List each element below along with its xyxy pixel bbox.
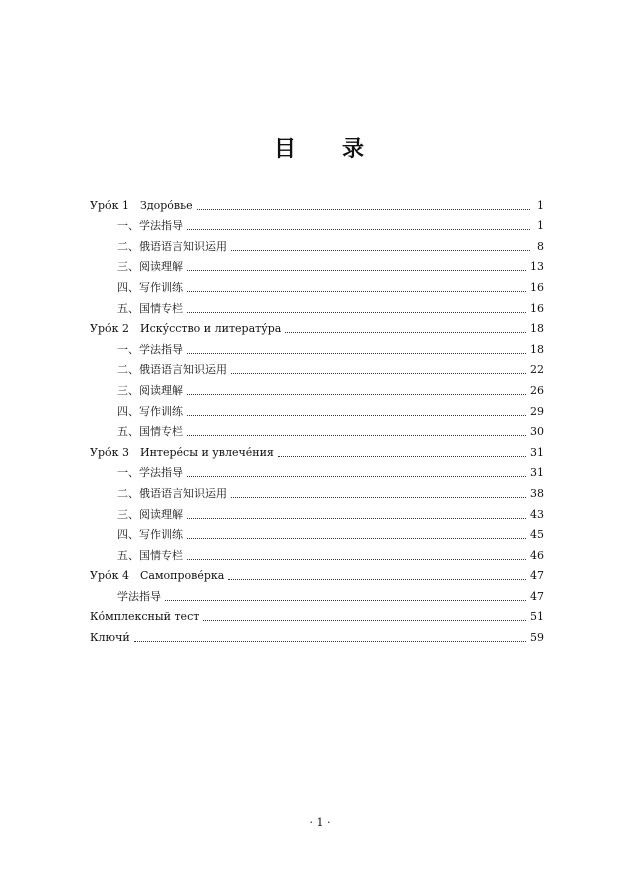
toc-entry-page-number: 30 [530,425,544,439]
toc-entry-label: 一、学法指导 [117,466,183,480]
toc-entry-label: 三、阅读理解 [117,507,183,521]
toc-section-entry[interactable] [90,480,544,501]
title-char-1: 目 [273,136,298,162]
toc-entry-label: 一、学法指导 [117,342,183,356]
toc-entry-label: 二、俄语语言知识运用 [117,363,227,377]
dot-leader [187,434,526,436]
title-char-2: 录 [342,136,367,162]
toc-entry-page-number: 18 [530,322,544,336]
toc-entry-label: 五、国情专栏 [117,548,183,562]
toc-section-entry[interactable] [90,213,544,234]
table-of-contents [90,192,544,645]
toc-entry-label: 三、阅读理解 [117,260,183,274]
dot-leader [285,331,526,333]
toc-entry-label: Уро́к 2 Иску́сство и литерату́ра [90,322,282,336]
toc-entry-label: 二、俄语语言知识运用 [117,239,227,253]
dot-leader [187,228,530,230]
dot-leader [187,517,526,519]
dot-leader [187,537,526,539]
toc-entry-page-number: 26 [530,383,544,397]
toc-entry-label: 五、国情专栏 [117,301,183,315]
toc-chapter-entry[interactable] [90,192,544,213]
toc-entry-page-number: 29 [530,404,544,418]
dot-leader [187,269,526,271]
toc-entry-label: 四、写作训练 [117,404,183,418]
toc-chapter-entry[interactable] [90,439,544,460]
toc-section-entry[interactable] [90,336,544,357]
dot-leader [278,455,526,457]
toc-section-entry[interactable] [90,460,544,481]
toc-entry-page-number: 1 [537,198,544,212]
toc-entry-page-number: 16 [530,280,544,294]
toc-entry-page-number: 16 [530,301,544,315]
toc-section-entry[interactable] [90,295,544,316]
toc-entry-page-number: 1 [537,219,544,233]
dot-leader [187,352,526,354]
toc-entry-page-number: 31 [530,466,544,480]
dot-leader [134,640,526,642]
dot-leader [231,249,530,251]
dot-leader [187,475,526,477]
toc-entry-page-number: 59 [530,631,544,645]
toc-entry-page-number: 43 [530,507,544,521]
toc-section-entry[interactable] [90,419,544,440]
toc-chapter-entry[interactable] [90,624,544,645]
dot-leader [187,311,526,313]
toc-section-entry[interactable] [90,233,544,254]
toc-section-entry[interactable] [90,357,544,378]
toc-entry-label: Уро́к 3 Интере́сы и увлече́ния [90,445,274,459]
dot-leader [203,619,526,621]
dot-leader [187,414,526,416]
toc-entry-label: 一、学法指导 [117,219,183,233]
toc-entry-label: 三、阅读理解 [117,383,183,397]
toc-entry-page-number: 47 [530,569,544,583]
toc-section-entry[interactable] [90,583,544,604]
page-number: · 1 · [309,816,331,829]
toc-entry-label: Ключи́ [90,631,130,645]
toc-entry-page-number: 38 [530,486,544,500]
toc-entry-page-number: 46 [530,548,544,562]
dot-leader [228,578,526,580]
toc-section-entry[interactable] [90,501,544,522]
toc-chapter-entry[interactable] [90,316,544,337]
toc-chapter-entry[interactable] [90,563,544,584]
toc-entry-label: 学法指导 [117,589,161,603]
dot-leader [231,372,526,374]
toc-section-entry[interactable] [90,398,544,419]
toc-entry-label: 四、写作训练 [117,280,183,294]
toc-section-entry[interactable] [90,377,544,398]
toc-section-entry[interactable] [90,274,544,295]
toc-entry-label: Уро́к 1 Здоро́вье [90,198,193,212]
toc-entry-page-number: 22 [530,363,544,377]
dot-leader [197,208,530,210]
toc-entry-label: 五、国情专栏 [117,425,183,439]
dot-leader [165,599,526,601]
toc-section-entry[interactable] [90,542,544,563]
toc-section-entry[interactable] [90,522,544,543]
toc-entry-label: Ко́мплексный тест [90,610,200,624]
toc-entry-page-number: 45 [530,528,544,542]
toc-chapter-entry[interactable] [90,604,544,625]
toc-section-entry[interactable] [90,254,544,275]
dot-leader [231,496,526,498]
toc-entry-label: Уро́к 4 Самопрове́рка [90,569,225,583]
toc-entry-page-number: 51 [530,610,544,624]
dot-leader [187,558,526,560]
toc-entry-page-number: 13 [530,260,544,274]
dot-leader [187,393,526,395]
toc-entry-page-number: 8 [537,239,544,253]
toc-entry-label: 四、写作训练 [117,528,183,542]
toc-entry-page-number: 31 [530,445,544,459]
toc-entry-label: 二、俄语语言知识运用 [117,486,227,500]
toc-entry-page-number: 47 [530,589,544,603]
toc-entry-page-number: 18 [530,342,544,356]
page-title [0,132,640,163]
dot-leader [187,290,526,292]
